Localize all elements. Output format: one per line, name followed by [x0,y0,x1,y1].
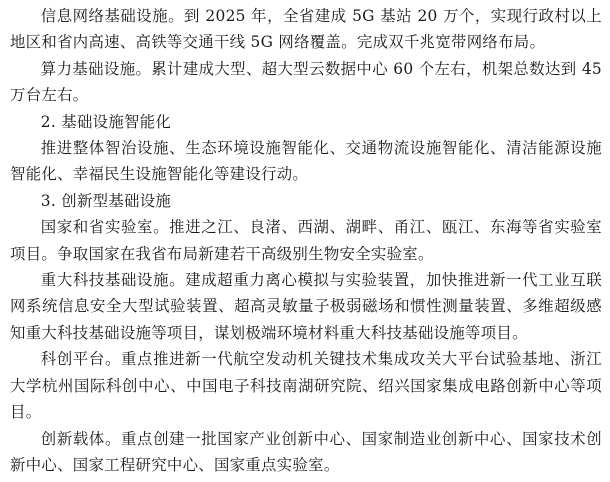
paragraph-laboratories: 国家和省实验室。推进之江、良渚、西湖、湖畔、甬江、瓯江、东海等省实验室项目。争取国家在我省布局新建若干高级别生物安全实验室。 [10,218,602,263]
paragraph-computing-power: 算力基础设施。累计建成大型、超大型云数据中心 60 个左右，机架总数达到 45 万台左右。 [10,59,602,105]
paragraph-innovation-platforms: 科创平台。重点推进新一代航空发动机关键技术集成攻关大平台试验基地、浙江大学杭州国际科创中心、中国电子科技南湖研究院、绍兴国家集成电路创新中心等项目。 [10,350,602,422]
paragraph-innovation-carriers: 创新载体。重点创建一批国家产业创新中心、国家制造业创新中心、国家技术创新中心、国家工程研究中心、国家重点实验室。 [10,429,602,474]
section-heading-infrastructure-intelligence: 2. 基础设施智能化 [40,112,172,131]
paragraph-info-network: 信息网络基础设施。到 2025 年，全省建成 5G 基站 20 万个，实现行政村以上地区和省内高速、高铁等交通干线 5G 网络覆盖。完成双千兆宽带网络布局。 [10,7,602,52]
section-heading-innovative-infrastructure: 3. 创新型基础设施 [40,191,172,210]
paragraph-major-facilities: 重大科技基础设施。建成超重力离心模拟与实验装置，加快推进新一代工业互联网系统信息安全大型试验装置、超高灵敏量子极弱磁场和惯性测量装置、多维超级感知重大科技基础设施等项目，谋划极端环境材料重大科技基础设施等项目。 [10,271,602,342]
document-body [10,3,602,478]
paragraph-intelligence-actions: 推进整体智治设施、生态环境设施智能化、交通物流设施智能化、清洁能源设施智能化、幸福民生设施智能化等建设行动。 [10,139,602,184]
